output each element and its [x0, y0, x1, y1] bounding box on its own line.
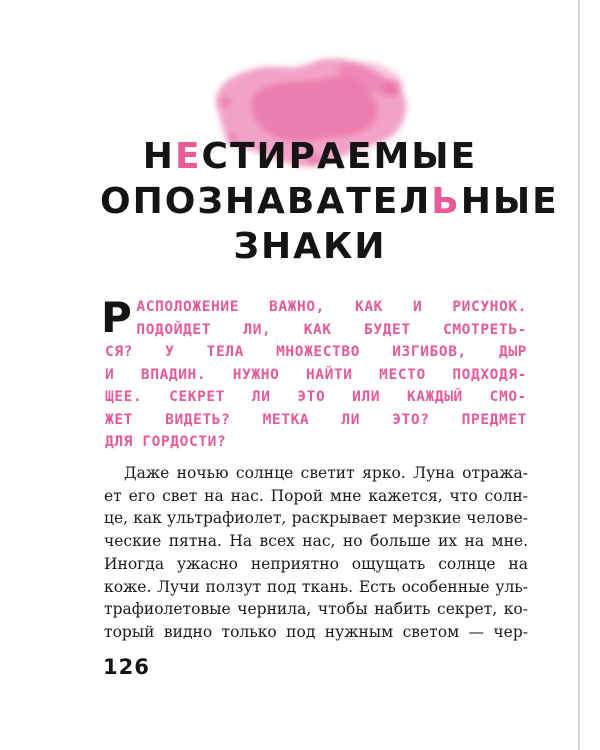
body-line: торый видно только под нужным светом — чер-: [104, 622, 528, 641]
intro-line: ЩЕЕ. СЕКРЕТ ЛИ ЭТО ИЛИ КАЖДЫЙ СМО-: [105, 389, 527, 405]
title-text: НЫЕ: [460, 181, 559, 222]
title-pink-letter: Ь: [431, 181, 461, 222]
body-line: ет его свет на нас. Порой мне кажется, что солн-: [104, 486, 528, 505]
title-line-2: [100, 179, 559, 224]
title-pink-letter: Е: [174, 136, 202, 177]
intro-line: И ВПАДИН. НУЖНО НАЙТИ МЕСТО ПОДХОДЯ-: [105, 366, 527, 383]
title-line-1: [100, 134, 520, 179]
title-text: Н: [142, 136, 175, 177]
intro-line: АСПОЛОЖЕНИЕ ВАЖНО, КАК И РИСУНОК.: [136, 299, 527, 315]
body-line: трафиолетовые чернила, чтобы набить секрет, ко-: [104, 600, 528, 619]
intro-line: ПОДОЙДЕТ ЛИ, КАК БУДЕТ СМОТРЕТЬ-: [136, 321, 527, 338]
title-text: ОПОЗНАВАТЕЛ: [100, 181, 432, 222]
title-text: СТИРАЕМЫЕ: [201, 136, 478, 177]
chapter-title: [100, 134, 559, 269]
drop-cap: Р: [101, 293, 133, 342]
page-edge: [578, 0, 580, 750]
body-line: коже. Лучи ползут под ткань. Есть особенные уль-: [104, 577, 528, 596]
intro-line: ДЛЯ ГОРДОСТИ?: [105, 434, 227, 450]
intro-line: ЖЕТ ВИДЕТЬ? МЕТКА ЛИ ЭТО? ПРЕДМЕТ: [105, 411, 527, 428]
body-paragraph: [104, 462, 528, 644]
title-line-3: ЗНАКИ: [233, 226, 387, 267]
body-line: Иногда ужасно неприятно ощущать солнце на: [104, 554, 528, 573]
page-number: 126: [103, 655, 150, 679]
body-line: ческие пятна. На всех нас, но больше их на мне.: [104, 532, 528, 551]
body-line: це, как ультрафиолет, раскрывает мерзкие челове-: [104, 509, 528, 528]
intro-paragraph: [101, 293, 527, 454]
intro-line: СЯ? У ТЕЛА МНОЖЕСТВО ИЗГИБОВ, ДЫР: [105, 344, 527, 360]
body-line: Даже ночью солнце светит ярко. Луна отража-: [124, 464, 528, 482]
